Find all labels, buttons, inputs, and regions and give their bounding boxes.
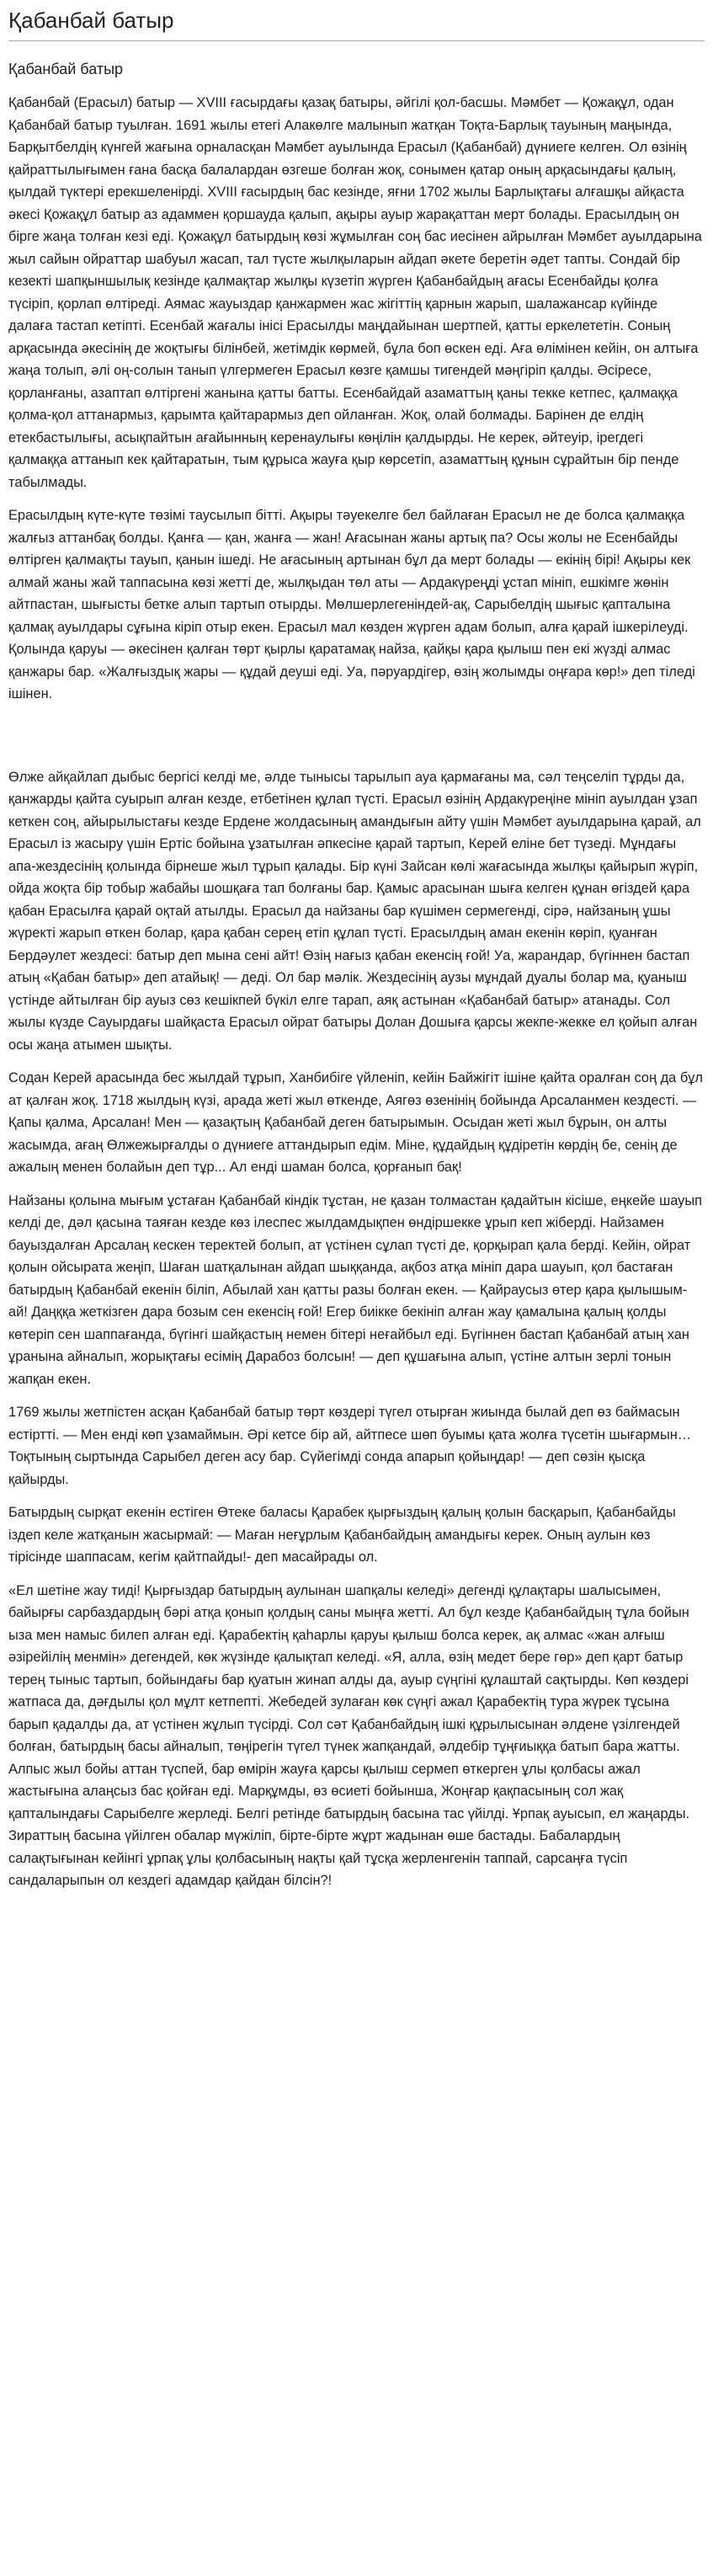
article-paragraph: Батырдың сырқат екенін естіген Өтеке баласы Қарабек қырғыздың қалың қолын басқарып, Қабанбайды іздеп келе жатқанын жасырмай: — Маған неғұрлым Қабанбайдың амандығы керек. Оның аулын көз тірісінде шаппасам, кегім қайтпайды!- деп масайрады ол. (8, 1505, 676, 1565)
page-title: Қабанбай батыр (8, 0, 705, 41)
article-paragraph: Ерасылдың күте-күте төзімі таусылып бітті. Ақыры тәуекелге бел байлаған Ерасыл не де болса қалмаққа жалғыз аттанбақ болды. Қанға — қан, жанға — жан! Ағасынан жаны артық па? Осы жолы не Есенбайды өлтірген қалмақты тауып, қанын ішеді. Не ағасының артынан бұл да мерт болады — екінің бірі! Ақыры кек алмай жаны жай таппасына көзі жетті де, жылқыдан төл аты — Ардакүреңді ұстап мініп, ешкімге жөнін айтпастан, шығысты бетке алып тартып отырды. Мөлшерлегеніндей-ақ, Сарыбелдің шығыс қапталына қалмақ ауылдары сұғына кіріп отыр екен. Ерасыл мал көзден жүрген адам болып, алға қарай ішкерілеуді. Қолында қаруы — әкесінен қалған төрт қырлы қаратамақ найза, қайқы қара қылыш пен екі жүзді алмас қанжары бар. «Жалғыздық жары — құдай деуші еді. Уа, пәруардігер, өзің жолымды оңғара көр!» деп тіледі ішінен. (8, 508, 695, 701)
article-paragraph: «Ел шетіне жау тиді! Қырғыздар батырдың аулынан шапқалы келеді» дегенді құлақтары шалысымен, байырғы сарбаздардың бәрі атқа қонып қолдың саны мыңға жетті. Ал бұл кезде Қабанбайдың тұла бойын ыза мен намыс билеп алған еді. Қарабектің қаһарлы қаруы қылыш болса керек, ақ алмас «жан алғыш әзірейілің менмін» дегендей, көк жүзінде қалықтап келеді. «Я, алла, өзің медет бере гөр» деп қарт батыр терең тыныс тартып, бойындағы бар қуатын жинап алды да, ауыр сүңгіні құлаштай сақтырды. Көп көздері жатпаса да, дәғдылы қол мұлт кетпепті. Жебедей зулаған көк сүңгі ажал Қарабектің тура жүрек тұсына барып қадалды да, ат үстінен жұлып түсірді. Сол сәт Қабанбайдың ішкі құрылысынан әлдене үзілгендей болған, батырдың басы айналып, төңірегін түгел түнек жапқандай, әлдебір тұңғиыққа батып бара жатты. Алпыс жыл бойы аттан түспей, бар өмірін жауға қарсы қылыш сермеп өткерген ұлы қолбасы ажал жастығына алаңсыз бас қойған еді. Марқұмды, өз өсиеті бойынша, Жоңғар қақпасының сол жақ қапталындағы Сарыбелге жерледі. Белгі ретінде батырдың басына тас үйілді. Ұрпақ ауысып, ел жаңарды. Зираттың басына үйілген обалар мүжіліп, бірте-бірте жұрт жадынан өше бастады. Бабалардың салақтығынан кейінгі ұрпақ ұлы қолбасының нақты қай тұсқа жерленгенін таппай, сарсаңға түсіп сандаларыпын ол кездегі адамдар қайдан білсін?! (8, 1582, 690, 1888)
article-paragraph: Содан Керей арасында бес жылдай тұрып, Ханбибіге үйленіп, кейін Байжігіт ішіне қайта оралған соң да бұл ат қалған жоқ. 1718 жылдың күзі, арада жеті жыл өткенде, Аягөз өзенінің бойында Арсаланмен кездесті. — Қапы қалма, Арсалан! Мен — қазақтың Қабанбай деген батырымын. Осыдан жеті жыл бұрын, он алты жасымда, ағаң Өлжежырғалды о дүниеге аттандырып едім. Міне, құдайдың құдіретін көрдің бе, сенің де ажалың менен болайын деп тұр... Ал енді шаман болса, қорғанып бақ! (8, 1070, 703, 1175)
article-paragraph: Қабанбай (Ерасыл) батыр — XVIII ғасырдағы қазақ батыры, әйгілі қол-басшы. Мәмбет — Қожақұл, одан Қабанбай батыр туылған. 1691 жылы етегі Алакөлге малынып жатқан Тоқта-Барлық тауының маңында, Барқытбелдің күнгей жағына орналасқан Мәмбет ауылында Ерасыл (Қабанбай) дүниеге келген. Ол өзінің қайраттылығымен ғана басқа балалардан өзгеше болған жоқ, сонымен қатар оның арқасындағы қалың, қылдай түктері ерекшеленірді. XVIII ғасырдың бас кезінде, яғни 1702 жылы Барлықтағы алғашқы айқаста әкесі Қожақұл батыр аз адаммен қоршауда қалып, ақыры ауыр жарақаттан мерт болады. Ерасылдың он бірге жаңа толған кезі еді. Қожақұл батырдың көзі жұмылған соң бас иесінен айрылған Мәмбет ауылдарына жыл сайын ойраттар шабуыл жасап, тал түсте жылқыларын айдап әкете беретін әдет тапты. Сондай бір кезекті шапқыншылық кезінде қалмақтар жылқы күзетіп жүрген Қабанбайдың ағасы Есенбайды қолға түсіріп, қорлап өлтіреді. Аямас жауыздар қанжармен жас жігіттің қарнын жарып, шалажансар күйінде далаға тастап кетіпті. Есенбай жағалы інісі Ерасылды маңдайынан шертпей, қатты еркелететін. Соның арқасында әкесінің де жоқтығы білінбей, жетімдік көрмей, бұла боп өскен еді. Аға өлімінен кейін, он алтыға жаңа толып, әлі оң-солын танып үлгермеген Ерасыл көзге қамшы тигендей мәңгіріп қалды. Әсіресе, қорланғаны, азаптап өлтіргені жанына қатты батты. Есенбайдай азаматтың қаны текке кетпес, қалмаққа қолма-қол аттанармыз, қарымта қайтарармыз деп ойланған. Жоқ, олай болмады. Барінен де елдің етекбастылығы, асықпайтын ағайынның керенаулығы көңілін қалдырды. Не керек, әйтеуір, ірегдегі қалмаққа аттанып кек қайтаратын, тым құрыса жауға қыр көрсетіп, азаматтың құнын сұрайтын бір пенде табылмады. (8, 95, 702, 490)
article-paragraph: Өлже айқайлап дыбыс бергісі келді ме, әлде тынысы тарылып ауа қармағаны ма, сәл теңселіп тұрды да, қанжарды қайта суырып алған кезде, етбетінен құлап түсті. Ерасыл өзінің Ардакүреңіне мініп ауылдан ұзап кеткен соң, айырылыстағы кезде Ердене жолдасының амандығын айту үшін Мәмбет ауылдарына қарай, ал Ерасыл із жасыру үшін Ертіс бойына ұзатылған әпкесіне қарай тартып, Керей еліне бет түзеді. Мұндағы апа-жездесінің қолында бірнеше жыл тұрып қалады. Бір күні Зайсан көлі жағасында жылқы қайырып жүріп, ойда жоқта бір тобыр жабайы шошқаға тап болғаны бар. Қамыс арасынан шыға келген құнан өгіздей қара қабан Ерасылға қарай оқтай атылды. Ерасыл да найзаны бар күшімен сермегенді, сірә, найзаның ұшы жүректі жарып өткен болар, қара қабан серең етіп құлап түсті. Ерасылдың аман екенін көріп, қуанған Бердәулет жездесі: батыр деп мына сені айт! Өзің нағыз қабан екенсің ғой! Уа, жарандар, бүгіннен бастап атың «Қабан батыр» деп атайық! — деді. Ол бар мәлік. Жездесінің аузы мұндай дуалы болар ма, қуаныш үстінде айтылған бір ауыз сөз кешікпей бүкіл елге тарап, аяқ астынан «Қабанбай батыр» атанады. Сол жылы күзде Сауырдағы шайқаста Ерасыл ойрат батыры Долан Дошыға қарсы жекпе-жекке ел қойып алған осы жаңа атымен шықты. (8, 769, 701, 1053)
article-paragraph: 1769 жылы жетпістен асқан Қабанбай батыр төрт көздері түгел отырған жиында былай деп өз баймасын естіртті. — Мен енді көп ұзамаймын. Әрі кетсе бір ай, айтпесе шөп буымы қата жолға түсетін шығармын… Тоқтының сыртында Сарыбел деген асу бар. Сүйегімді сонда апарып қойыңдар! — деп сөзін қысқа қайырды. (8, 1405, 692, 1487)
section-spacer (8, 714, 705, 766)
article-subtitle: Қабанбай батыр (8, 61, 124, 77)
article-paragraph: Найзаны қолына мығым ұстаған Қабанбай кіндік тұстан, не қазан толмастан қадайтын кісіше, еңкейе шауып келді де, дәл қасына таяған кезде көз ілеспес жылдамдықпен өндіршекке ұрып кеп жіберді. Найзамен бауыздалған Арсалаң кескен теректей болып, ат үстінен сұлап түсті де, қорқырап қала берді. Кейін, ойрат қолын ойсырата жеңіп, Шаған шатқалынан айдап шыққанда, ақбоз атқа мініп дара шауып, қол бастаған батырдың Қабанбай екенін біліп, Абылай хан қатты разы болған екен. — Қайраусыз өтер қара қылышым-ай! Даңққа жеткізген дара бозым сен екенсің ғой! Егер биікке бекініп алған жау қамалына қалың қолды көтеріп сен шаппағанда, бүгінгі шайқастың немен бітері неғайбыл еді. Бүгіннен бастап Қабанбай атың хан ұранына айналып, жорықтағы есімің Дарабоз болсын! — деп құшағына алып, үстіне алтын зерлі тонын жапқан екен. (8, 1192, 703, 1387)
